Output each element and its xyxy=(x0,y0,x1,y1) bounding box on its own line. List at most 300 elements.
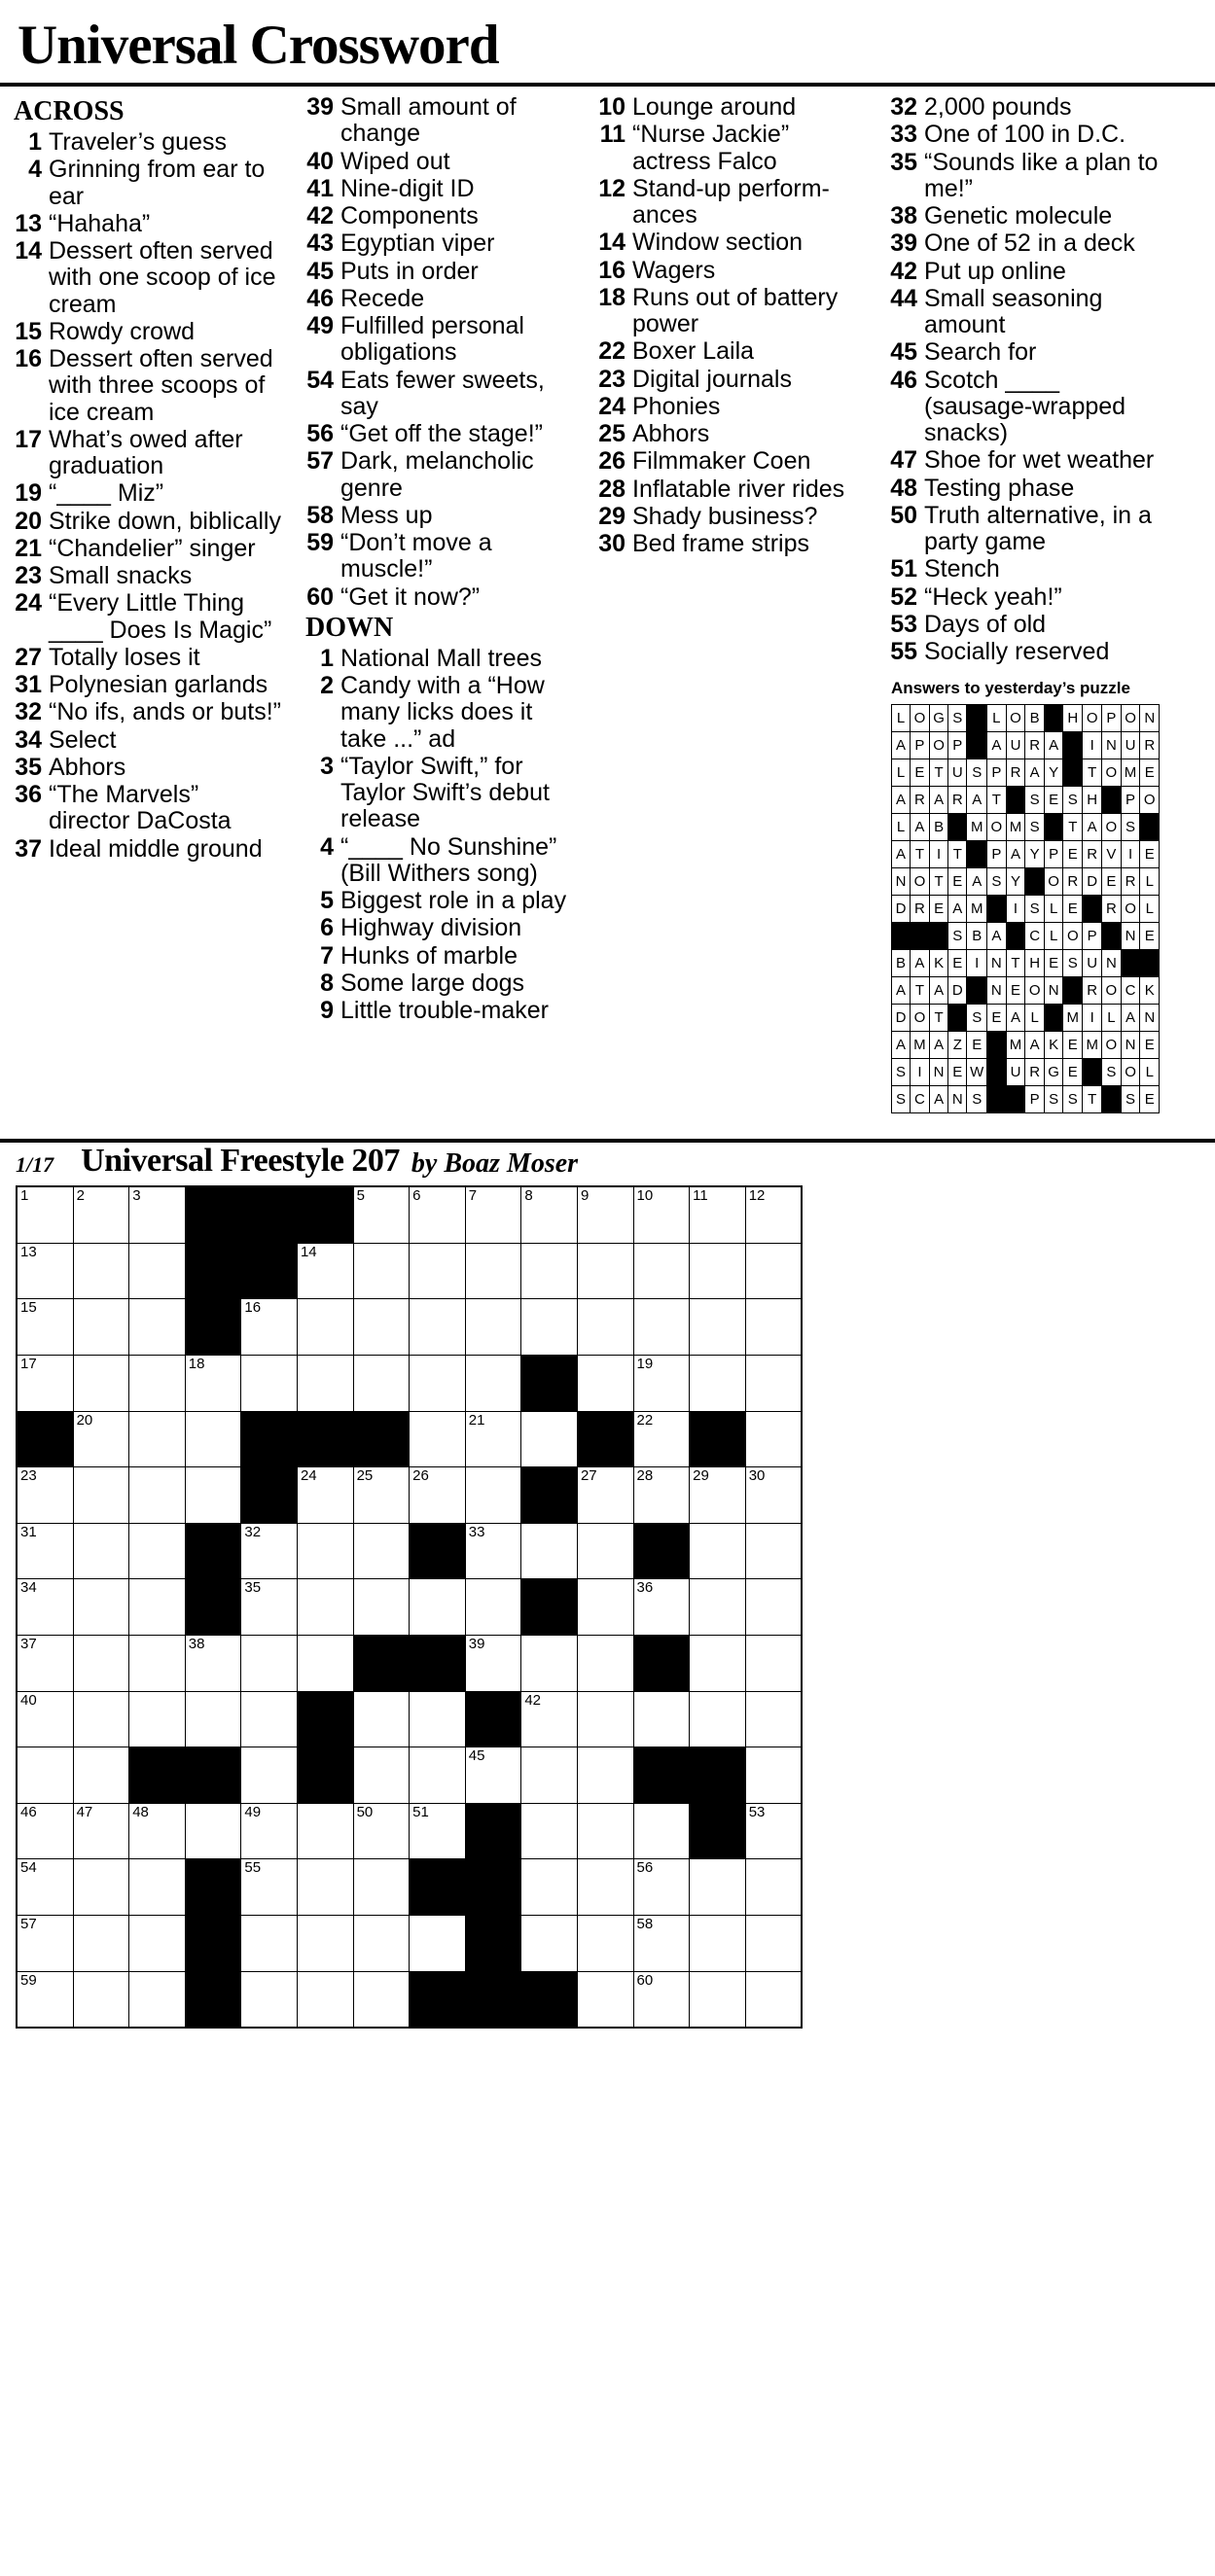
puzzle-cell[interactable] xyxy=(521,1186,578,1243)
puzzle-cell[interactable] xyxy=(577,1467,633,1524)
puzzle-cell[interactable] xyxy=(129,1859,186,1916)
answer-cell: L xyxy=(1140,868,1160,896)
answer-cell: A xyxy=(1006,1005,1025,1032)
clue-item xyxy=(305,584,576,611)
puzzle-cell[interactable] xyxy=(633,1691,690,1747)
answer-cell: E xyxy=(948,1059,967,1086)
down-clue-list-part1 xyxy=(305,646,576,1025)
puzzle-cell[interactable] xyxy=(410,1411,466,1467)
answer-cell: M xyxy=(1063,1005,1083,1032)
cell-number: 14 xyxy=(300,1243,317,1260)
puzzle-cell[interactable] xyxy=(73,1243,129,1299)
puzzle-cell[interactable] xyxy=(185,1356,241,1412)
cell-number: 22 xyxy=(636,1411,654,1429)
clue-text: Runs out of battery power xyxy=(632,283,839,337)
answer-cell: M xyxy=(1006,814,1025,841)
answer-cell: T xyxy=(910,977,929,1005)
puzzle-cell[interactable] xyxy=(73,1691,129,1747)
puzzle-cell[interactable] xyxy=(633,1411,690,1467)
cell-number: 58 xyxy=(636,1915,654,1932)
puzzle-cell[interactable] xyxy=(353,1523,410,1579)
clue-item xyxy=(889,203,1160,229)
puzzle-cell[interactable] xyxy=(73,1747,129,1804)
puzzle-grid-wrap xyxy=(0,1185,1215,2029)
puzzle-cell[interactable] xyxy=(521,1691,578,1747)
clue-text: “Chandelier” singer xyxy=(49,534,256,562)
cell-number: 24 xyxy=(300,1467,317,1485)
puzzle-cell[interactable] xyxy=(745,1467,802,1524)
cell-number: 34 xyxy=(20,1579,37,1597)
clue-item xyxy=(14,319,284,345)
cell-number: 2 xyxy=(76,1187,85,1205)
puzzle-cell[interactable] xyxy=(241,1691,298,1747)
clue-text: Boxer Laila xyxy=(632,337,755,366)
puzzle-cell[interactable] xyxy=(633,1803,690,1859)
puzzle-cell[interactable] xyxy=(185,1691,241,1747)
puzzle-cell[interactable] xyxy=(745,1915,802,1971)
puzzle-cell[interactable] xyxy=(577,1747,633,1804)
answer-cell: S xyxy=(967,1005,987,1032)
puzzle-cell[interactable] xyxy=(577,1579,633,1636)
answer-row xyxy=(892,923,1160,950)
answer-row xyxy=(892,705,1160,732)
puzzle-cell[interactable] xyxy=(410,1915,466,1971)
puzzle-cell[interactable] xyxy=(690,1971,746,2028)
puzzle-cell[interactable] xyxy=(745,1636,802,1692)
puzzle-cell[interactable] xyxy=(465,1636,521,1692)
puzzle-cell[interactable] xyxy=(745,1243,802,1299)
clue-item xyxy=(597,476,868,503)
puzzle-cell[interactable] xyxy=(353,1299,410,1356)
puzzle-cell[interactable] xyxy=(17,1971,73,2028)
puzzle-cell[interactable] xyxy=(73,1186,129,1243)
puzzle-cell[interactable] xyxy=(297,1803,353,1859)
puzzle-cell[interactable] xyxy=(241,1636,298,1692)
answer-block xyxy=(892,923,911,950)
clue-number: 42 xyxy=(890,257,917,285)
puzzle-cell[interactable] xyxy=(577,1915,633,1971)
answer-cell: R xyxy=(1083,841,1102,868)
puzzle-row xyxy=(17,1411,802,1467)
cell-number: 10 xyxy=(636,1187,654,1205)
puzzle-cell[interactable] xyxy=(690,1579,746,1636)
clue-item xyxy=(14,727,284,754)
clue-item xyxy=(14,238,284,318)
answer-cell: S xyxy=(967,1086,987,1113)
puzzle-cell[interactable] xyxy=(129,1971,186,2028)
puzzle-cell[interactable] xyxy=(577,1636,633,1692)
clue-number: 34 xyxy=(15,725,42,754)
puzzle-cell[interactable] xyxy=(633,1579,690,1636)
puzzle-cell[interactable] xyxy=(73,1523,129,1579)
puzzle-cell[interactable] xyxy=(465,1299,521,1356)
puzzle-cell[interactable] xyxy=(633,1243,690,1299)
puzzle-cell[interactable] xyxy=(241,1523,298,1579)
puzzle-cell[interactable] xyxy=(17,1859,73,1916)
puzzle-cell[interactable] xyxy=(745,1691,802,1747)
puzzle-cell[interactable] xyxy=(745,1803,802,1859)
puzzle-cell[interactable] xyxy=(241,1971,298,2028)
puzzle-cell[interactable] xyxy=(521,1243,578,1299)
answer-block xyxy=(948,814,967,841)
answer-cell: T xyxy=(910,841,929,868)
puzzle-cell[interactable] xyxy=(353,1243,410,1299)
puzzle-cell[interactable] xyxy=(17,1803,73,1859)
puzzle-cell[interactable] xyxy=(185,1411,241,1467)
answer-cell: A xyxy=(929,977,947,1005)
answer-cell: R xyxy=(1025,732,1044,759)
puzzle-cell[interactable] xyxy=(633,1299,690,1356)
puzzle-cell[interactable] xyxy=(129,1299,186,1356)
puzzle-cell[interactable] xyxy=(690,1356,746,1412)
puzzle-cell[interactable] xyxy=(577,1859,633,1916)
puzzle-cell[interactable] xyxy=(297,1467,353,1524)
puzzle-cell[interactable] xyxy=(633,1859,690,1916)
puzzle-cell[interactable] xyxy=(745,1971,802,2028)
puzzle-cell[interactable] xyxy=(185,1467,241,1524)
answer-cell: D xyxy=(892,1005,911,1032)
puzzle-cell[interactable] xyxy=(353,1915,410,1971)
clue-item xyxy=(889,259,1160,285)
puzzle-cell[interactable] xyxy=(17,1747,73,1804)
puzzle-cell[interactable] xyxy=(465,1356,521,1412)
answer-cell: E xyxy=(1140,923,1160,950)
clue-number: 46 xyxy=(890,366,917,394)
puzzle-cell[interactable] xyxy=(353,1859,410,1916)
puzzle-cell[interactable] xyxy=(297,1971,353,2028)
clue-number: 33 xyxy=(890,121,917,149)
puzzle-cell[interactable] xyxy=(465,1186,521,1243)
puzzle-cell[interactable] xyxy=(297,1579,353,1636)
clue-text: Traveler’s guess xyxy=(49,128,227,156)
puzzle-block xyxy=(353,1411,410,1467)
clue-item xyxy=(14,427,284,480)
puzzle-cell[interactable] xyxy=(73,1971,129,2028)
puzzle-cell[interactable] xyxy=(353,1803,410,1859)
puzzle-cell[interactable] xyxy=(465,1579,521,1636)
answer-cell: E xyxy=(948,868,967,896)
puzzle-cell[interactable] xyxy=(690,1915,746,1971)
clue-item xyxy=(889,122,1160,148)
puzzle-cell[interactable] xyxy=(241,1747,298,1804)
puzzle-cell[interactable] xyxy=(577,1803,633,1859)
clue-number: 45 xyxy=(890,338,917,367)
puzzle-cell[interactable] xyxy=(745,1186,802,1243)
puzzle-cell[interactable] xyxy=(73,1411,129,1467)
puzzle-cell[interactable] xyxy=(410,1579,466,1636)
puzzle-cell[interactable] xyxy=(410,1243,466,1299)
puzzle-cell[interactable] xyxy=(690,1299,746,1356)
puzzle-cell[interactable] xyxy=(521,1859,578,1916)
puzzle-cell[interactable] xyxy=(353,1971,410,2028)
cell-number: 47 xyxy=(76,1803,93,1820)
puzzle-cell[interactable] xyxy=(690,1467,746,1524)
puzzle-cell[interactable] xyxy=(17,1243,73,1299)
clues-area xyxy=(0,87,1215,1113)
clue-text: Window section xyxy=(632,229,804,257)
cell-number: 23 xyxy=(20,1467,37,1485)
puzzle-cell[interactable] xyxy=(465,1467,521,1524)
puzzle-cell[interactable] xyxy=(17,1915,73,1971)
puzzle-cell[interactable] xyxy=(297,1859,353,1916)
answer-cell: N xyxy=(1102,950,1121,977)
puzzle-cell[interactable] xyxy=(521,1523,578,1579)
puzzle-cell[interactable] xyxy=(521,1636,578,1692)
puzzle-cell[interactable] xyxy=(690,1636,746,1692)
puzzle-cell[interactable] xyxy=(745,1411,802,1467)
puzzle-cell[interactable] xyxy=(185,1636,241,1692)
clue-text: Egyptian viper xyxy=(340,229,495,258)
cell-number: 56 xyxy=(636,1859,654,1877)
puzzle-cell[interactable] xyxy=(241,1356,298,1412)
puzzle-cell[interactable] xyxy=(633,1971,690,2028)
puzzle-cell[interactable] xyxy=(297,1636,353,1692)
clue-number: 23 xyxy=(15,562,42,589)
down-clue-list-part2 xyxy=(597,94,868,557)
puzzle-cell[interactable] xyxy=(17,1299,73,1356)
cell-number: 54 xyxy=(20,1859,37,1877)
puzzle-cell[interactable] xyxy=(633,1915,690,1971)
puzzle-cell[interactable] xyxy=(185,1803,241,1859)
answer-cell: T xyxy=(1063,814,1083,841)
answer-cell: N xyxy=(987,950,1006,977)
puzzle-cell[interactable] xyxy=(577,1299,633,1356)
puzzle-cell[interactable] xyxy=(297,1356,353,1412)
puzzle-cell[interactable] xyxy=(521,1915,578,1971)
puzzle-cell[interactable] xyxy=(465,1523,521,1579)
puzzle-block xyxy=(17,1411,73,1467)
puzzle-grid[interactable] xyxy=(16,1185,803,2029)
puzzle-cell[interactable] xyxy=(129,1691,186,1747)
cell-number: 8 xyxy=(524,1187,533,1205)
puzzle-block xyxy=(185,1971,241,2028)
puzzle-cell[interactable] xyxy=(73,1467,129,1524)
puzzle-cell[interactable] xyxy=(521,1411,578,1467)
puzzle-cell[interactable] xyxy=(17,1579,73,1636)
puzzle-block xyxy=(690,1747,746,1804)
puzzle-cell[interactable] xyxy=(73,1299,129,1356)
clue-text: Bed frame strips xyxy=(632,530,810,557)
puzzle-row xyxy=(17,1691,802,1747)
puzzle-cell[interactable] xyxy=(129,1523,186,1579)
puzzle-cell[interactable] xyxy=(129,1467,186,1524)
puzzle-cell[interactable] xyxy=(73,1356,129,1412)
puzzle-cell[interactable] xyxy=(129,1915,186,1971)
puzzle-cell[interactable] xyxy=(410,1356,466,1412)
clue-item xyxy=(305,368,576,421)
puzzle-cell[interactable] xyxy=(410,1467,466,1524)
puzzle-cell[interactable] xyxy=(465,1747,521,1804)
answer-cell: S xyxy=(1121,1086,1140,1113)
puzzle-cell[interactable] xyxy=(129,1579,186,1636)
puzzle-cell[interactable] xyxy=(17,1636,73,1692)
clue-item xyxy=(889,339,1160,366)
answer-cell: O xyxy=(1121,1059,1140,1086)
puzzle-cell[interactable] xyxy=(521,1299,578,1356)
puzzle-cell[interactable] xyxy=(410,1299,466,1356)
cell-number: 15 xyxy=(20,1299,37,1317)
puzzle-cell[interactable] xyxy=(690,1243,746,1299)
puzzle-cell[interactable] xyxy=(410,1691,466,1747)
puzzle-cell[interactable] xyxy=(241,1915,298,1971)
puzzle-row xyxy=(17,1971,802,2028)
puzzle-block xyxy=(410,1859,466,1916)
clue-item xyxy=(889,150,1160,203)
answer-cell: A xyxy=(929,1032,947,1059)
clue-item xyxy=(14,782,284,835)
answer-cell: P xyxy=(910,732,929,759)
answer-cell: E xyxy=(910,759,929,787)
puzzle-cell[interactable] xyxy=(73,1579,129,1636)
puzzle-cell[interactable] xyxy=(745,1747,802,1804)
puzzle-cell[interactable] xyxy=(577,1356,633,1412)
puzzle-cell[interactable] xyxy=(17,1186,73,1243)
puzzle-cell[interactable] xyxy=(73,1915,129,1971)
puzzle-block xyxy=(185,1186,241,1243)
cell-number: 57 xyxy=(20,1915,37,1932)
puzzle-cell[interactable] xyxy=(410,1186,466,1243)
clue-item xyxy=(305,176,576,202)
clue-item xyxy=(305,503,576,529)
clue-item xyxy=(305,915,576,941)
puzzle-cell[interactable] xyxy=(17,1467,73,1524)
puzzle-cell[interactable] xyxy=(353,1579,410,1636)
clue-item xyxy=(889,639,1160,665)
answer-cell: O xyxy=(1063,923,1083,950)
clue-text: “Heck yeah!” xyxy=(924,582,1062,611)
puzzle-cell[interactable] xyxy=(241,1579,298,1636)
puzzle-cell[interactable] xyxy=(410,1803,466,1859)
puzzle-cell[interactable] xyxy=(73,1859,129,1916)
across-clue-list-part2 xyxy=(305,94,576,611)
clue-text: “Get it now?” xyxy=(340,582,481,611)
answer-cell: Y xyxy=(1044,759,1062,787)
puzzle-cell[interactable] xyxy=(577,1691,633,1747)
puzzle-cell[interactable] xyxy=(745,1579,802,1636)
answer-cell: E xyxy=(1063,896,1083,923)
clue-item xyxy=(597,367,868,393)
puzzle-cell[interactable] xyxy=(521,1747,578,1804)
answer-block xyxy=(1083,896,1102,923)
clue-text: Genetic molecule xyxy=(924,202,1113,229)
puzzle-cell[interactable] xyxy=(633,1356,690,1412)
puzzle-cell[interactable] xyxy=(129,1411,186,1467)
cell-number: 3 xyxy=(132,1187,141,1205)
puzzle-cell[interactable] xyxy=(690,1859,746,1916)
clue-item xyxy=(597,531,868,557)
puzzle-cell[interactable] xyxy=(577,1971,633,2028)
puzzle-cell[interactable] xyxy=(633,1467,690,1524)
puzzle-cell[interactable] xyxy=(17,1691,73,1747)
answer-block xyxy=(1063,732,1083,759)
answer-cell: R xyxy=(910,896,929,923)
down-clue-list-part3 xyxy=(889,94,1160,665)
puzzle-cell[interactable] xyxy=(297,1523,353,1579)
answer-block xyxy=(1140,950,1160,977)
puzzle-cell[interactable] xyxy=(241,1299,298,1356)
answer-row xyxy=(892,787,1160,814)
puzzle-cell[interactable] xyxy=(745,1299,802,1356)
puzzle-cell[interactable] xyxy=(297,1915,353,1971)
puzzle-cell[interactable] xyxy=(577,1523,633,1579)
puzzle-cell[interactable] xyxy=(129,1803,186,1859)
clue-text: Testing phase xyxy=(924,474,1075,502)
cell-number: 40 xyxy=(20,1691,37,1709)
puzzle-cell[interactable] xyxy=(129,1243,186,1299)
puzzle-cell[interactable] xyxy=(353,1356,410,1412)
clue-text: Fulfilled personal obligations xyxy=(340,312,524,367)
puzzle-cell[interactable] xyxy=(73,1636,129,1692)
answer-cell: R xyxy=(1083,977,1102,1005)
answer-cell: A xyxy=(1044,732,1062,759)
answer-cell: H xyxy=(1063,705,1083,732)
puzzle-cell[interactable] xyxy=(690,1691,746,1747)
puzzle-cell[interactable] xyxy=(745,1859,802,1916)
clue-number: 28 xyxy=(598,475,625,503)
answer-cell: E xyxy=(1063,1059,1083,1086)
clue-number: 4 xyxy=(320,832,334,861)
clue-text: Wiped out xyxy=(340,147,450,175)
puzzle-cell[interactable] xyxy=(129,1636,186,1692)
puzzle-cell[interactable] xyxy=(129,1186,186,1243)
answer-cell: N xyxy=(1121,923,1140,950)
puzzle-cell[interactable] xyxy=(241,1803,298,1859)
puzzle-cell[interactable] xyxy=(73,1803,129,1859)
clue-text: “Don’t move a muscle!” xyxy=(340,529,492,583)
puzzle-cell[interactable] xyxy=(353,1186,410,1243)
puzzle-cell[interactable] xyxy=(297,1299,353,1356)
puzzle-cell[interactable] xyxy=(745,1523,802,1579)
puzzle-cell[interactable] xyxy=(129,1356,186,1412)
puzzle-cell[interactable] xyxy=(353,1691,410,1747)
clue-text: “Get off the stage!” xyxy=(340,420,543,447)
puzzle-cell[interactable] xyxy=(17,1523,73,1579)
answer-cell: M xyxy=(1083,1032,1102,1059)
clue-text: Shady business? xyxy=(632,502,818,530)
answer-cell: E xyxy=(929,896,947,923)
puzzle-cell[interactable] xyxy=(521,1803,578,1859)
answer-block xyxy=(910,923,929,950)
puzzle-cell[interactable] xyxy=(465,1411,521,1467)
puzzle-cell[interactable] xyxy=(577,1243,633,1299)
answer-cell: N xyxy=(892,868,911,896)
puzzle-cell[interactable] xyxy=(633,1186,690,1243)
puzzle-cell[interactable] xyxy=(353,1467,410,1524)
clue-item xyxy=(14,211,284,237)
clue-number: 4 xyxy=(28,156,42,184)
puzzle-cell[interactable] xyxy=(410,1747,466,1804)
puzzle-cell[interactable] xyxy=(297,1243,353,1299)
puzzle-cell[interactable] xyxy=(577,1186,633,1243)
puzzle-cell[interactable] xyxy=(353,1747,410,1804)
answer-cell: P xyxy=(987,841,1006,868)
clue-text: “The Marvels” director DaCosta xyxy=(49,781,232,835)
answer-cell: S xyxy=(1044,1086,1062,1113)
clue-text: “Nurse Jackie” actress Falco xyxy=(632,121,790,175)
puzzle-cell[interactable] xyxy=(690,1186,746,1243)
clue-text: Small seasoning amount xyxy=(924,284,1103,338)
puzzle-row xyxy=(17,1636,802,1692)
puzzle-cell[interactable] xyxy=(17,1356,73,1412)
puzzle-cell[interactable] xyxy=(745,1356,802,1412)
puzzle-block xyxy=(241,1186,298,1243)
answer-cell: O xyxy=(1121,896,1140,923)
puzzle-cell[interactable] xyxy=(690,1523,746,1579)
puzzle-cell[interactable] xyxy=(465,1243,521,1299)
answer-row xyxy=(892,896,1160,923)
puzzle-cell[interactable] xyxy=(241,1859,298,1916)
answer-cell: O xyxy=(1102,814,1121,841)
